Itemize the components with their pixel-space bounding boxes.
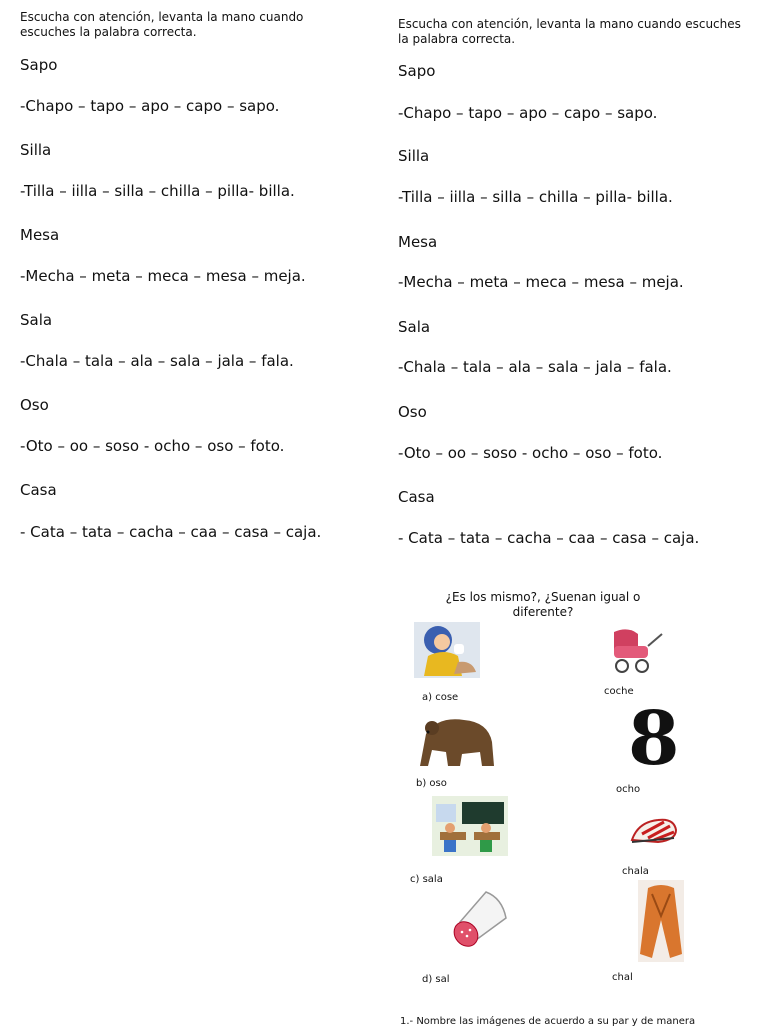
word-options: -Chapo – tapo – apo – capo – sapo. — [398, 104, 658, 122]
quiz-left-label: b) oso — [416, 778, 447, 789]
quiz-right-label: ocho — [616, 784, 641, 795]
target-word: Casa — [20, 481, 57, 499]
right-column — [398, 0, 748, 547]
word-options: -Tilla – iilla – silla – chilla – pilla- billa. — [20, 182, 295, 200]
word-options: - Cata – tata – cacha – caa – casa – caja. — [20, 523, 322, 541]
quiz-right-label: coche — [604, 686, 634, 697]
shawl-icon — [638, 880, 684, 962]
footer-instruction: 1.- Nombre las imágenes de acuerdo a su par y de manera — [400, 1016, 696, 1027]
instruction-text: Escucha con atención, levanta la mano cuando escuches la palabra correcta. — [20, 10, 304, 39]
quiz-left-label: a) cose — [422, 692, 459, 703]
target-word: Sala — [398, 318, 431, 336]
target-word: Silla — [20, 141, 52, 159]
number-eight-icon: 8 — [628, 696, 680, 782]
bear-icon — [418, 712, 498, 770]
target-word: Sapo — [398, 62, 436, 80]
sandal-icon — [628, 810, 680, 850]
quiz-left-label: d) sal — [422, 974, 450, 985]
sound-quiz — [398, 588, 748, 1027]
word-options: -Oto – oo – soso - ocho – oso – foto. — [398, 444, 663, 462]
target-word: Sapo — [20, 56, 58, 74]
quiz-left-label: c) sala — [410, 874, 443, 885]
classroom-icon — [432, 796, 508, 856]
salt-shaker-icon — [446, 888, 510, 952]
word-options: -Chala – tala – ala – sala – jala – fala. — [398, 358, 672, 376]
target-word: Oso — [398, 403, 427, 421]
word-options: -Mecha – meta – meca – mesa – meja. — [398, 273, 684, 291]
word-options: -Mecha – meta – meca – mesa – meja. — [20, 267, 306, 285]
target-word: Sala — [20, 311, 53, 329]
word-options: -Chapo – tapo – apo – capo – sapo. — [20, 97, 280, 115]
target-word: Mesa — [20, 226, 60, 244]
target-word: Casa — [398, 488, 435, 506]
word-options: -Oto – oo – soso - ocho – oso – foto. — [20, 437, 285, 455]
word-options: -Chala – tala – ala – sala – jala – fala. — [20, 352, 294, 370]
left-column — [20, 0, 360, 541]
quiz-right-label: chala — [622, 866, 649, 877]
word-options: - Cata – tata – cacha – caa – casa – caja. — [398, 529, 700, 547]
sewing-girl-icon — [414, 622, 480, 678]
target-word: Mesa — [398, 233, 438, 251]
quiz-title: ¿Es los mismo?, ¿Suenan igual o diferente? — [445, 590, 641, 619]
baby-carriage-icon — [608, 624, 664, 674]
word-options: -Tilla – iilla – silla – chilla – pilla- billa. — [398, 188, 673, 206]
instruction-text: Escucha con atención, levanta la mano cuando escuches la palabra correcta. — [398, 17, 741, 46]
target-word: Silla — [398, 147, 430, 165]
quiz-right-label: chal — [612, 972, 633, 983]
target-word: Oso — [20, 396, 49, 414]
